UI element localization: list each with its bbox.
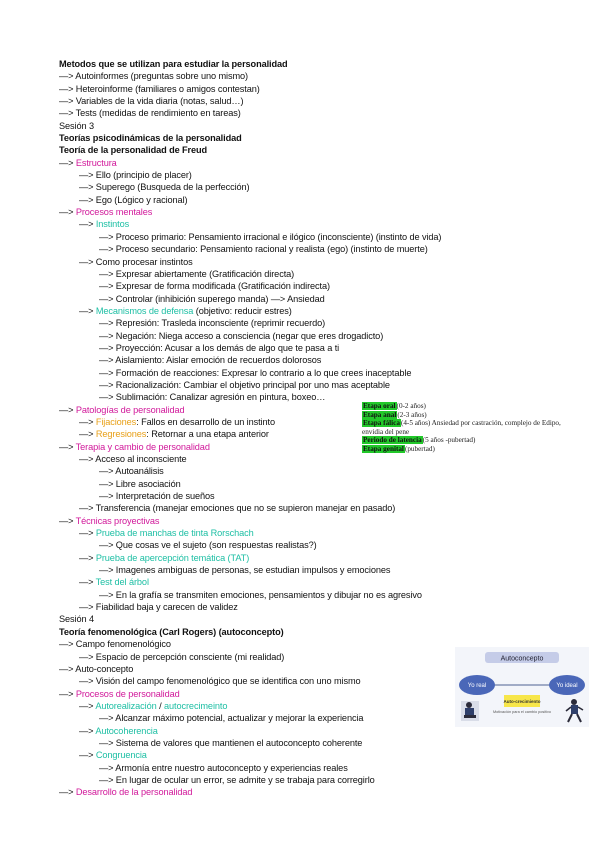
doc-line-text: —> Autoinformes (preguntas sobre uno mismo) [59, 71, 248, 82]
doc-line-pink-text: Procesos mentales [75, 207, 153, 218]
doc-line-text: —> Auto-concepto [59, 663, 134, 674]
doc-line-text: —> Visión del campo fenomenológico que se identifica con uno mismo [79, 676, 361, 687]
doc-line [59, 539, 599, 551]
doc-line-text: —> Racionalización: Cambiar el objetivo principal por uno mas aceptable [99, 379, 390, 390]
doc-line [59, 305, 599, 317]
doc-line-text: —> [79, 577, 96, 588]
stage-description: (4-5 años) Ansiedad por castración, complejo de Edipo, [400, 419, 561, 428]
doc-line-text: —> [79, 700, 96, 711]
doc-line [59, 268, 599, 280]
doc-line-text: (objetivo: reducir estres) [193, 305, 292, 316]
doc-line-text: —> [79, 429, 96, 440]
doc-line [59, 83, 599, 95]
doc-line-text: —> [59, 157, 76, 168]
doc-line-cyan-text: Prueba de apercepción temática (TAT) [95, 552, 250, 563]
doc-line [59, 256, 599, 268]
doc-line [59, 552, 599, 564]
stage-row [362, 428, 599, 437]
stage-description: (pubertad) [404, 444, 435, 453]
doc-line-text: —> Como procesar instintos [79, 256, 193, 267]
stage-name: Etapa anal [363, 410, 397, 419]
doc-line [59, 515, 599, 527]
doc-line-orange-text: Regresiones [95, 429, 147, 440]
doc-line [59, 564, 599, 576]
stage-name: Periodo de latencia [363, 436, 422, 445]
doc-line-text: —> Tests (medidas de rendimiento en tareas) [59, 108, 241, 119]
doc-line [59, 218, 599, 230]
doc-line-pink-text: Técnicas proyectivas [75, 515, 160, 526]
doc-line-text: —> En la grafía se transmiten emociones, pensamientos y dibujar no es agresivo [99, 589, 422, 600]
doc-line [59, 206, 599, 218]
doc-line-text: —> [79, 725, 96, 736]
stage-name: Etapa fálica [363, 419, 400, 428]
doc-line [59, 453, 599, 465]
doc-line-text: —> Aislamiento: Aislar emoción de recuerdos dolorosos [99, 355, 322, 366]
doc-line-text: —> [79, 552, 96, 563]
doc-line-text: —> Campo fenomenológico [59, 639, 171, 650]
doc-line-text: —> Controlar (inhibición superego manda) —> Ansiedad [99, 293, 325, 304]
doc-line [59, 157, 599, 169]
doc-line-cyan-text: Mecanismos de defensa [95, 305, 194, 316]
doc-line-text: —> Fiabilidad baja y carecen de validez [79, 602, 238, 613]
doc-line-text: Sesión 3 [59, 120, 94, 131]
doc-line-text: Sesión 4 [59, 614, 94, 625]
stage-description: (5 años -pubertad) [422, 436, 476, 445]
autoconcepto-diagram [455, 647, 589, 727]
freud-stages-note [362, 402, 599, 454]
doc-line-text: —> Sistema de valores que mantienen el autoconcepto coherente [99, 737, 363, 748]
doc-line-text: —> [59, 688, 76, 699]
doc-line-pink-text: Estructura [75, 157, 117, 168]
doc-line [59, 144, 599, 156]
doc-line [59, 762, 599, 774]
doc-line-text: —> Negación: Niega acceso a consciencia (negar que eres drogadicto) [99, 330, 384, 341]
doc-line-cyan-text: Autorealización [95, 700, 157, 711]
doc-heading-text: Teoría fenomenológica (Carl Rogers) (autoconcepto) [59, 626, 284, 637]
doc-line [59, 194, 599, 206]
doc-line-text: —> Que cosas ve el sujeto (son respuestas realistas?) [99, 540, 317, 551]
doc-line [59, 478, 599, 490]
diagram-title: Autoconcepto [500, 655, 544, 663]
doc-line-text: —> Represión: Trasleda inconsciente (reprimir recuerdo) [99, 318, 326, 329]
doc-line-text: —> [59, 404, 76, 415]
doc-line-text: : Retornar a una etapa anterior [146, 429, 269, 440]
doc-line [59, 243, 599, 255]
doc-line [59, 280, 599, 292]
doc-line-text: —> Proceso primario: Pensamiento irracional e ilógico (inconsciente) (instinto de vida) [99, 231, 442, 242]
doc-line [59, 231, 599, 243]
doc-line [59, 601, 599, 613]
doc-heading-text: Teoría de la personalidad de Freud [59, 145, 208, 156]
doc-line-text: —> [59, 207, 76, 218]
doc-line-text: —> Proceso secundario: Pensamiento racional y realista (ego) (instinto de muerte) [99, 244, 428, 255]
doc-line [59, 70, 599, 82]
doc-line [59, 527, 599, 539]
doc-line [59, 120, 599, 132]
stage-row [362, 419, 599, 428]
doc-line [59, 490, 599, 502]
doc-line-cyan-text: Test del árbol [95, 577, 149, 588]
doc-line-text: —> Ego (Lógico y racional) [79, 194, 188, 205]
diagram-caption: Motivación para el cambio positivo [492, 710, 552, 714]
doc-heading-text: Teorías psicodinámicas de la personalidad [59, 133, 242, 144]
doc-line [59, 576, 599, 588]
doc-line [59, 465, 599, 477]
doc-line [59, 626, 599, 638]
doc-line [59, 367, 599, 379]
doc-line [59, 379, 599, 391]
doc-line-cyan-text: Instintos [95, 219, 130, 230]
doc-line-text: —> Imagenes ambiguas de personas, se estudian impulsos y emociones [99, 565, 391, 576]
doc-line-text: —> Alcanzar máximo potencial, actualizar y mejorar la experiencia [99, 713, 364, 724]
doc-line-text: —> En lugar de ocular un error, se admite y se trabaja para corregirlo [99, 774, 375, 785]
doc-line-text: —> Interpretación de sueños [99, 491, 215, 502]
doc-line-text: —> [59, 515, 76, 526]
doc-line [59, 502, 599, 514]
doc-line-text: —> Espacio de percepción consciente (mi realidad) [79, 651, 285, 662]
stage-row [362, 402, 599, 411]
doc-line-pink-text: Patologías de personalidad [75, 404, 185, 415]
doc-line-text: —> Sublimación: Canalizar agresión en pintura, boxeo… [99, 392, 326, 403]
doc-line-text: —> Variables de la vida diaria (notas, salud…) [59, 96, 244, 107]
doc-line-text: —> Expresar de forma modificada (Gratificación indirecta) [99, 281, 330, 292]
doc-line-pink-text: Procesos de personalidad [75, 688, 180, 699]
doc-line [59, 342, 599, 354]
doc-line-text: —> Transferencia (manejar emociones que no se supieron manejar en pasado) [79, 503, 396, 514]
doc-line [59, 58, 599, 70]
doc-line [59, 613, 599, 625]
doc-line-pink-text: Desarrollo de la personalidad [75, 787, 193, 798]
doc-line-text: —> [79, 416, 96, 427]
doc-line-text: —> Proyección: Acusar a los demás de algo que te pasa a ti [99, 342, 340, 353]
doc-line-text: —> [79, 305, 96, 316]
doc-line-text: —> [59, 787, 76, 798]
doc-line-text: —> Superego (Busqueda de la perfección) [79, 182, 250, 193]
doc-line-pink-text: Terapia y cambio de personalidad [75, 441, 210, 452]
doc-line [59, 181, 599, 193]
doc-line-text: / [156, 700, 164, 711]
doc-line-text: —> Autoanálisis [99, 466, 164, 477]
doc-line [59, 749, 599, 761]
doc-line-text: —> [59, 441, 76, 452]
doc-line-text: : Fallos en desarrollo de un instinto [136, 416, 275, 427]
doc-line-text: —> Expresar abiertamente (Gratificación directa) [99, 268, 295, 279]
doc-line [59, 95, 599, 107]
doc-line [59, 737, 599, 749]
doc-line [59, 589, 599, 601]
doc-line-orange-text: Fijaciones [95, 416, 137, 427]
doc-line-text: —> [79, 750, 96, 761]
stage-row [362, 436, 599, 445]
doc-line-text: —> Libre asociación [99, 478, 181, 489]
doc-line [59, 774, 599, 786]
doc-line-cyan-text: Congruencia [95, 750, 147, 761]
doc-heading-text: Metodos que se utilizan para estudiar la personalidad [59, 59, 288, 69]
doc-line-text: —> Armonía entre nuestro autoconcepto y experiencias reales [99, 762, 348, 773]
stage-name: Etapa genital [363, 444, 404, 453]
doc-line-text: —> Acceso al inconsciente [79, 454, 187, 464]
doc-line [59, 107, 599, 119]
doc-line-cyan-text: Autocoherencia [95, 725, 158, 736]
doc-line-cyan-text: Prueba de manchas de tinta Rorschach [95, 528, 254, 539]
doc-line-text: —> Heteroinforme (familiares o amigos contestan) [59, 83, 260, 94]
doc-line-text: —> [79, 219, 96, 230]
stage-description: (0-2 años) [396, 402, 426, 410]
stage-row [362, 411, 599, 420]
doc-line [59, 169, 599, 181]
yo-real-label: Yo real [467, 683, 487, 689]
doc-line-text: —> Formación de reacciones: Expresar lo contrario a lo que crees inaceptable [99, 367, 412, 378]
yo-ideal-label: Yo ideal [556, 683, 578, 689]
doc-line-cyan-text: autocrecimeinto [164, 700, 228, 711]
doc-line-text: —> Ello (principio de placer) [79, 170, 192, 181]
doc-line [59, 330, 599, 342]
doc-line [59, 317, 599, 329]
doc-line-text: —> [79, 528, 96, 539]
stage-description: envidia del pene [362, 427, 410, 436]
doc-line [59, 786, 599, 798]
doc-line [59, 354, 599, 366]
doc-line [59, 293, 599, 305]
seated-person-figure [461, 701, 479, 721]
stage-description: (2-3 años) [397, 410, 427, 419]
doc-line [59, 132, 599, 144]
stage-row [362, 445, 599, 454]
stage-name: Etapa oral [363, 402, 396, 410]
auto-crecimiento-label: Auto-crecimiento [503, 699, 541, 704]
